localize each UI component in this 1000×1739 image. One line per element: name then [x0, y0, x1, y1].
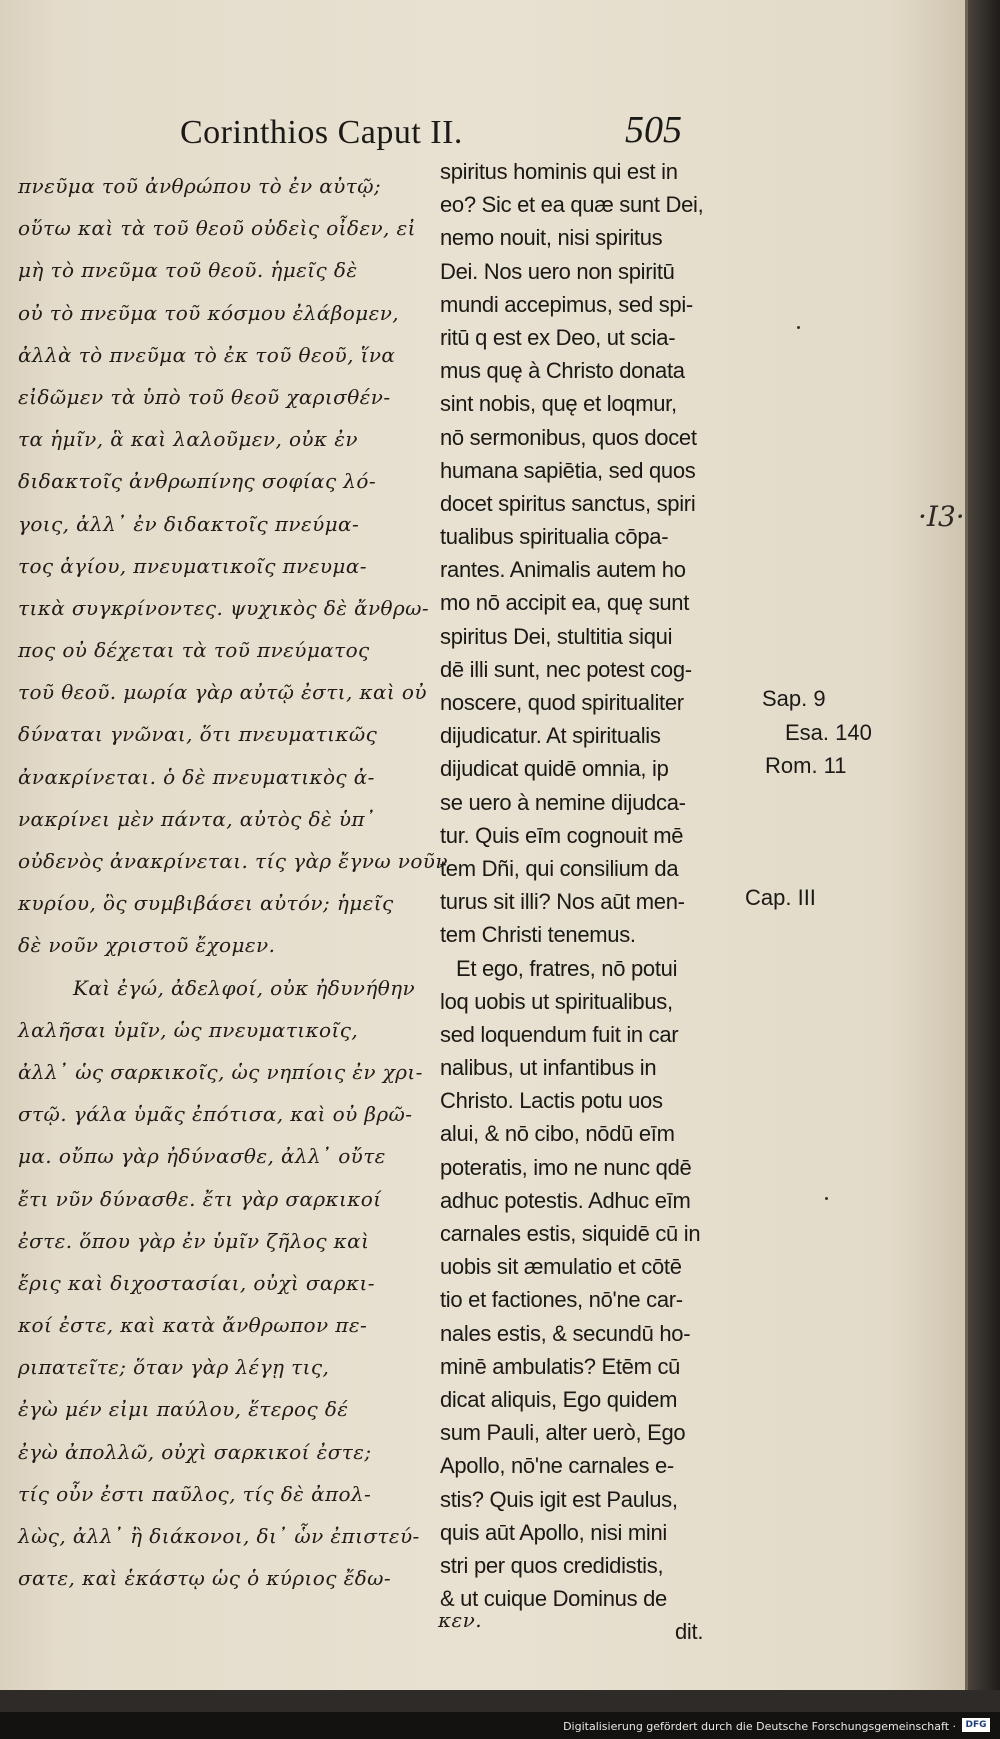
- greek-text-line: ἐγὼ ἀπολλῶ, οὐχὶ σαρκικοί ἐστε;: [18, 1439, 372, 1464]
- footer-credit: Digitalisierung gefördert durch die Deutsche Forschungsgemeinschaft ·: [563, 1720, 956, 1733]
- latin-text-line: nalibus, ut infantibus in: [440, 1055, 657, 1081]
- greek-text-line: ἔρις καὶ διχοστασίαι, οὐχὶ σαρκι-: [18, 1270, 375, 1295]
- latin-text-line: Et ego, fratres, nō potui: [456, 955, 678, 981]
- latin-text-line: mundi accepimus, sed spi-: [440, 291, 693, 317]
- greek-text-line: λαλῆσαι ὑμῖν, ὡς πνευματικοῖς,: [18, 1017, 359, 1042]
- latin-text-line: dē illi sunt, nec potest cog-: [440, 656, 692, 682]
- latin-text-line: sum Pauli, alter uerò, Ego: [440, 1420, 686, 1446]
- latin-text-line: rantes. Animalis autem ho: [440, 557, 686, 583]
- latin-text-line: ritū q est ex Deo, ut scia-: [440, 324, 676, 350]
- latin-text-line: dijudicat quidē omnia, ip: [440, 756, 669, 782]
- greek-text-line: πνεῦμα τοῦ ἀνθρώπου τὸ ἐν αὐτῷ;: [18, 174, 382, 198]
- greek-text-line: οὐ τὸ πνεῦμα τοῦ κόσμου ἐλάβομεν,: [18, 300, 400, 325]
- greek-text-line: στῷ. γάλα ὑμᾶς ἐπότισα, καὶ οὐ βρῶ-: [18, 1102, 413, 1127]
- latin-text-line: stri per quos credidistis,: [440, 1552, 664, 1578]
- latin-text-line: alui, & nō cibo, nōdū eīm: [440, 1121, 675, 1147]
- greek-text-line: σατε, καὶ ἑκάστῳ ὡς ὁ κύριος ἔδω-: [18, 1566, 392, 1591]
- greek-text-line: μα. οὔπω γὰρ ἠδύνασθε, ἀλλ᾽ οὔτε: [18, 1144, 386, 1169]
- latin-text-line: Christo. Lactis potu uos: [440, 1088, 663, 1114]
- latin-text-line: tem Dñi, qui consilium da: [440, 855, 679, 881]
- running-head: Corinthios Caput II.: [180, 114, 463, 151]
- dfg-logo: DFG: [962, 1718, 990, 1732]
- latin-text-line: dijudicatur. At spiritualis: [440, 723, 661, 749]
- latin-text-line: tualibus spiritualia cōpa-: [440, 524, 669, 550]
- greek-text-line: διδακτοῖς ἀνθρωπίνης σοφίας λό-: [18, 469, 376, 494]
- latin-text-line: tem Christi tenemus.: [440, 922, 636, 948]
- latin-text-column: [440, 155, 750, 1648]
- greek-text-line: κεν.: [438, 1608, 482, 1633]
- ink-speck: [797, 326, 800, 329]
- latin-text-line: sed loquendum fuit in car: [440, 1021, 679, 1047]
- greek-text-line: μὴ τὸ πνεῦμα τοῦ θεοῦ. ἡμεῖς δὲ: [18, 258, 358, 283]
- latin-text-line: eo? Sic et ea quæ sunt Dei,: [440, 192, 704, 218]
- greek-text-line: ἀνακρίνεται. ὁ δὲ πνευματικὸς ἀ-: [18, 764, 375, 789]
- latin-text-line: stis? Quis igit est Paulus,: [440, 1486, 678, 1512]
- greek-text-line: ἐγὼ μέν εἰμι παύλου, ἕτερος δέ: [18, 1397, 349, 1422]
- greek-text-line: οὐδενὸς ἀνακρίνεται. τίς γὰρ ἔγνω νοῦν: [18, 849, 448, 873]
- margin-note-sap: Sap. 9: [762, 686, 826, 711]
- latin-text-line: docet spiritus sanctus, spiri: [440, 490, 696, 516]
- handwritten-mark: ·I3·: [918, 500, 965, 533]
- latin-text-line: carnales estis, siquidē cū in: [440, 1221, 701, 1246]
- margin-note-rom: Rom. 11: [765, 753, 847, 778]
- latin-text-line: tio et factiones, nō'ne car-: [440, 1287, 683, 1313]
- latin-text-line: nales estis, & secundū ho-: [440, 1320, 691, 1346]
- latin-text-line: spiritus Dei, stultitia siqui: [440, 623, 673, 649]
- latin-text-line: dit.: [675, 1619, 704, 1645]
- page-number: 505: [625, 109, 682, 151]
- greek-text-line: ἐστε. ὅπου γὰρ ἐν ὑμῖν ζῆλος καὶ: [18, 1228, 370, 1253]
- latin-text-line: spiritus hominis qui est in: [440, 159, 678, 184]
- greek-text-line: ἔτι νῦν δύνασθε. ἔτι γὰρ σαρκικοί: [18, 1186, 382, 1211]
- latin-text-line: se uero à nemine dijudca-: [440, 789, 686, 815]
- latin-text-line: turus sit illi? Nos aūt men-: [440, 889, 685, 915]
- latin-text-line: tur. Quis eīm cognouit mē: [440, 822, 684, 848]
- latin-text-line: dicat aliquis, Ego quidem: [440, 1386, 678, 1412]
- latin-text-line: loq uobis ut spiritualibus,: [440, 988, 673, 1014]
- greek-text-line: ἀλλὰ τὸ πνεῦμα τὸ ἐκ τοῦ θεοῦ, ἵνα: [18, 342, 396, 367]
- latin-text-line: & ut cuique Dominus de: [440, 1586, 667, 1612]
- latin-text-line: humana sapiētia, sed quos: [440, 457, 696, 483]
- latin-text-line: adhuc potestis. Adhuc eīm: [440, 1187, 691, 1213]
- latin-text-line: sint nobis, quę et loqmur,: [440, 391, 677, 417]
- latin-text-line: mus quę à Christo donata: [440, 358, 685, 384]
- latin-text-line: noscere, quod spiritualiter: [440, 690, 684, 715]
- margin-note-cap: Cap. III: [745, 885, 816, 910]
- latin-text-line: Dei. Nos uero non spiritū: [440, 258, 675, 284]
- greek-text-line: Καὶ ἐγώ, ἀδελφοί, οὐκ ἠδυνήθην: [73, 975, 416, 1000]
- greek-text-line: εἰδῶμεν τὰ ὑπὸ τοῦ θεοῦ χαρισθέν-: [18, 384, 391, 409]
- page-edge-shadow: [968, 0, 1000, 1690]
- greek-text-line: τοῦ θεοῦ. μωρία γὰρ αὐτῷ ἐστι, καὶ οὐ: [18, 680, 427, 705]
- greek-text-line: τα ἡμῖν, ἃ καὶ λαλοῦμεν, οὐκ ἐν: [18, 427, 358, 452]
- greek-text-line: λὼς, ἀλλ᾽ ἢ διάκονοι, δι᾽ ὧν ἐπιστεύ-: [18, 1524, 420, 1548]
- latin-text-line: nemo nouit, nisi spiritus: [440, 225, 663, 251]
- latin-text-line: uobis sit æmulatio et cōtē: [440, 1254, 682, 1280]
- greek-text-line: γοις, ἀλλ᾽ ἐν διδακτοῖς πνεύμα-: [18, 511, 360, 536]
- greek-text-line: κοί ἐστε, καὶ κατὰ ἄνθρωπον πε-: [18, 1313, 368, 1338]
- greek-text-line: δὲ νοῦν χριστοῦ ἔχομεν.: [18, 933, 276, 958]
- latin-text-line: minē ambulatis? Etēm cū: [440, 1353, 681, 1379]
- latin-text-line: nō sermonibus, quos docet: [440, 424, 697, 450]
- greek-text-line: τικὰ συγκρίνοντες. ψυχικὸς δὲ ἄνθρω-: [18, 595, 430, 620]
- greek-text-line: δύναται γνῶναι, ὅτι πνευματικῶς: [18, 722, 378, 747]
- greek-text-line: οὕτω καὶ τὰ τοῦ θεοῦ οὐδεὶς οἶδεν, εἰ: [18, 216, 416, 241]
- greek-text-line: νακρίνει μὲν πάντα, αὐτὸς δὲ ὑπ᾽: [18, 806, 376, 831]
- greek-text-line: ριπατεῖτε; ὅταν γὰρ λέγῃ τις,: [18, 1355, 330, 1380]
- margin-note-esa: Esa. 140: [785, 720, 872, 745]
- greek-text-column: [18, 165, 482, 1642]
- latin-text-line: Apollo, nō'ne carnales e-: [440, 1453, 674, 1479]
- latin-text-line: quis aūt Apollo, nisi mini: [440, 1519, 667, 1545]
- greek-text-line: πος οὐ δέχεται τὰ τοῦ πνεύματος: [18, 638, 370, 663]
- latin-text-line: poteratis, imo ne nunc qdē: [440, 1154, 692, 1180]
- latin-text-line: mo nō accipit ea, quę sunt: [440, 590, 690, 616]
- greek-text-line: τος ἁγίου, πνευματικοῖς πνευμα-: [18, 553, 367, 578]
- greek-text-line: τίς οὖν ἐστι παῦλος, τίς δὲ ἀπολ-: [18, 1481, 372, 1506]
- ink-speck: [825, 1197, 828, 1200]
- greek-text-line: κυρίου, ὃς συμβιβάσει αὐτόν; ἡμεῖς: [18, 891, 394, 916]
- greek-text-line: ἀλλ᾽ ὡς σαρκικοῖς, ὡς νηπίοις ἐν χρι-: [18, 1059, 423, 1084]
